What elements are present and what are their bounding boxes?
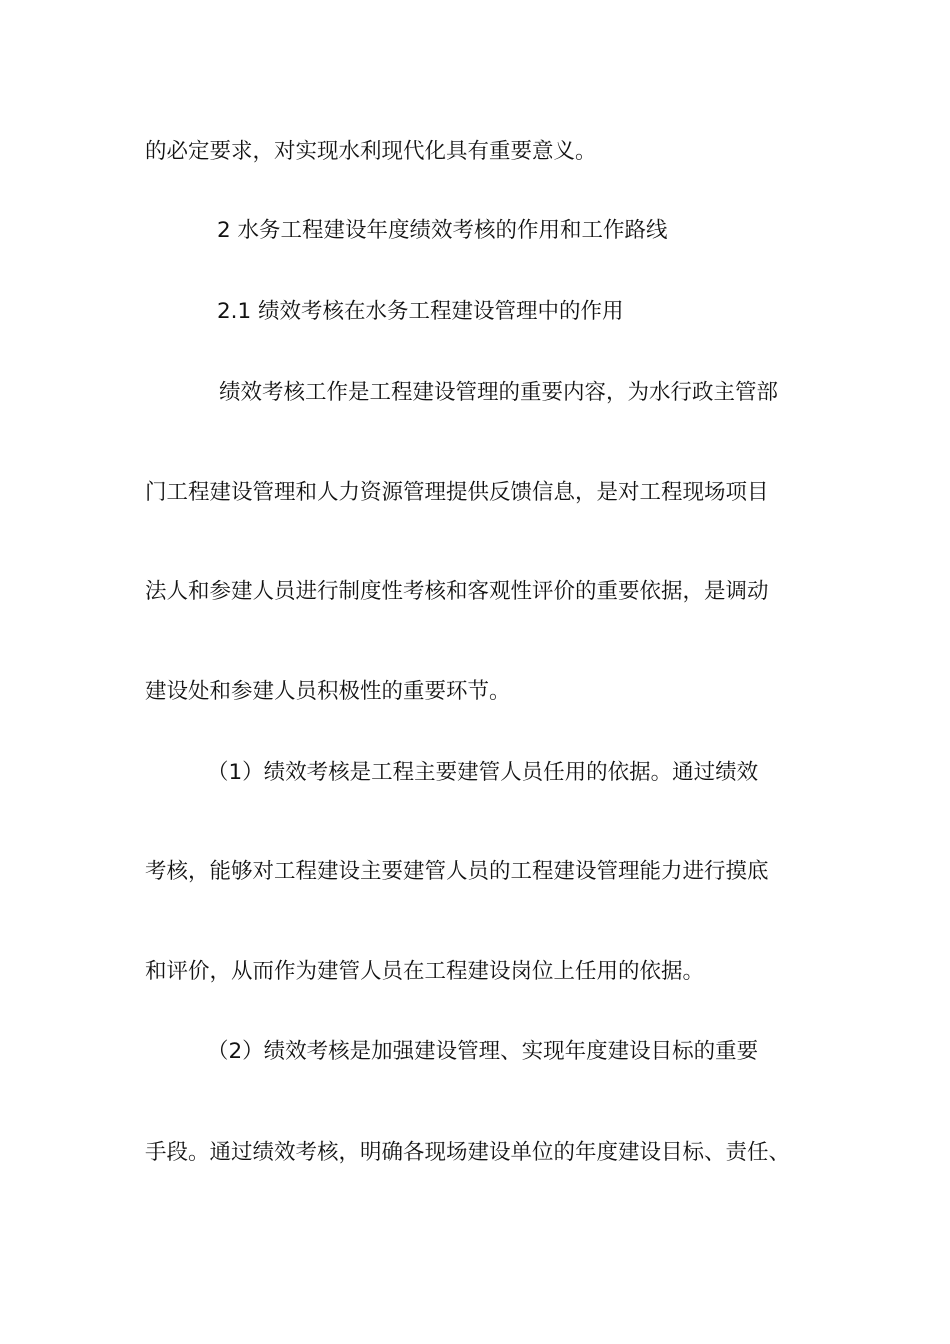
- section-heading: 2 水务工程建设年度绩效考核的作用和工作路线: [217, 218, 668, 243]
- paragraph-line: 建设处和参建人员积极性的重要环节。: [145, 679, 511, 704]
- subsection-heading: 2.1 绩效考核在水务工程建设管理中的作用: [217, 299, 624, 324]
- paragraph-line: 门工程建设管理和人力资源管理提供反馈信息，是对工程现场项目: [145, 480, 769, 505]
- paragraph-line: （2）绩效考核是加强建设管理、实现年度建设目标的重要: [207, 1039, 759, 1064]
- paragraph-line: 考核，能够对工程建设主要建管人员的工程建设管理能力进行摸底: [145, 859, 769, 884]
- paragraph-line: 的必定要求，对实现水利现代化具有重要意义。: [145, 139, 597, 164]
- paragraph-line: 法人和参建人员进行制度性考核和客观性评价的重要依据，是调动: [145, 579, 769, 604]
- paragraph-line: （1）绩效考核是工程主要建管人员任用的依据。通过绩效: [207, 760, 759, 785]
- paragraph-line: 绩效考核工作是工程建设管理的重要内容，为水行政主管部: [219, 380, 779, 405]
- paragraph-line: 和评价，从而作为建管人员在工程建设岗位上任用的依据。: [145, 959, 705, 984]
- paragraph-line: 手段。通过绩效考核，明确各现场建设单位的年度建设目标、责任、: [145, 1140, 791, 1165]
